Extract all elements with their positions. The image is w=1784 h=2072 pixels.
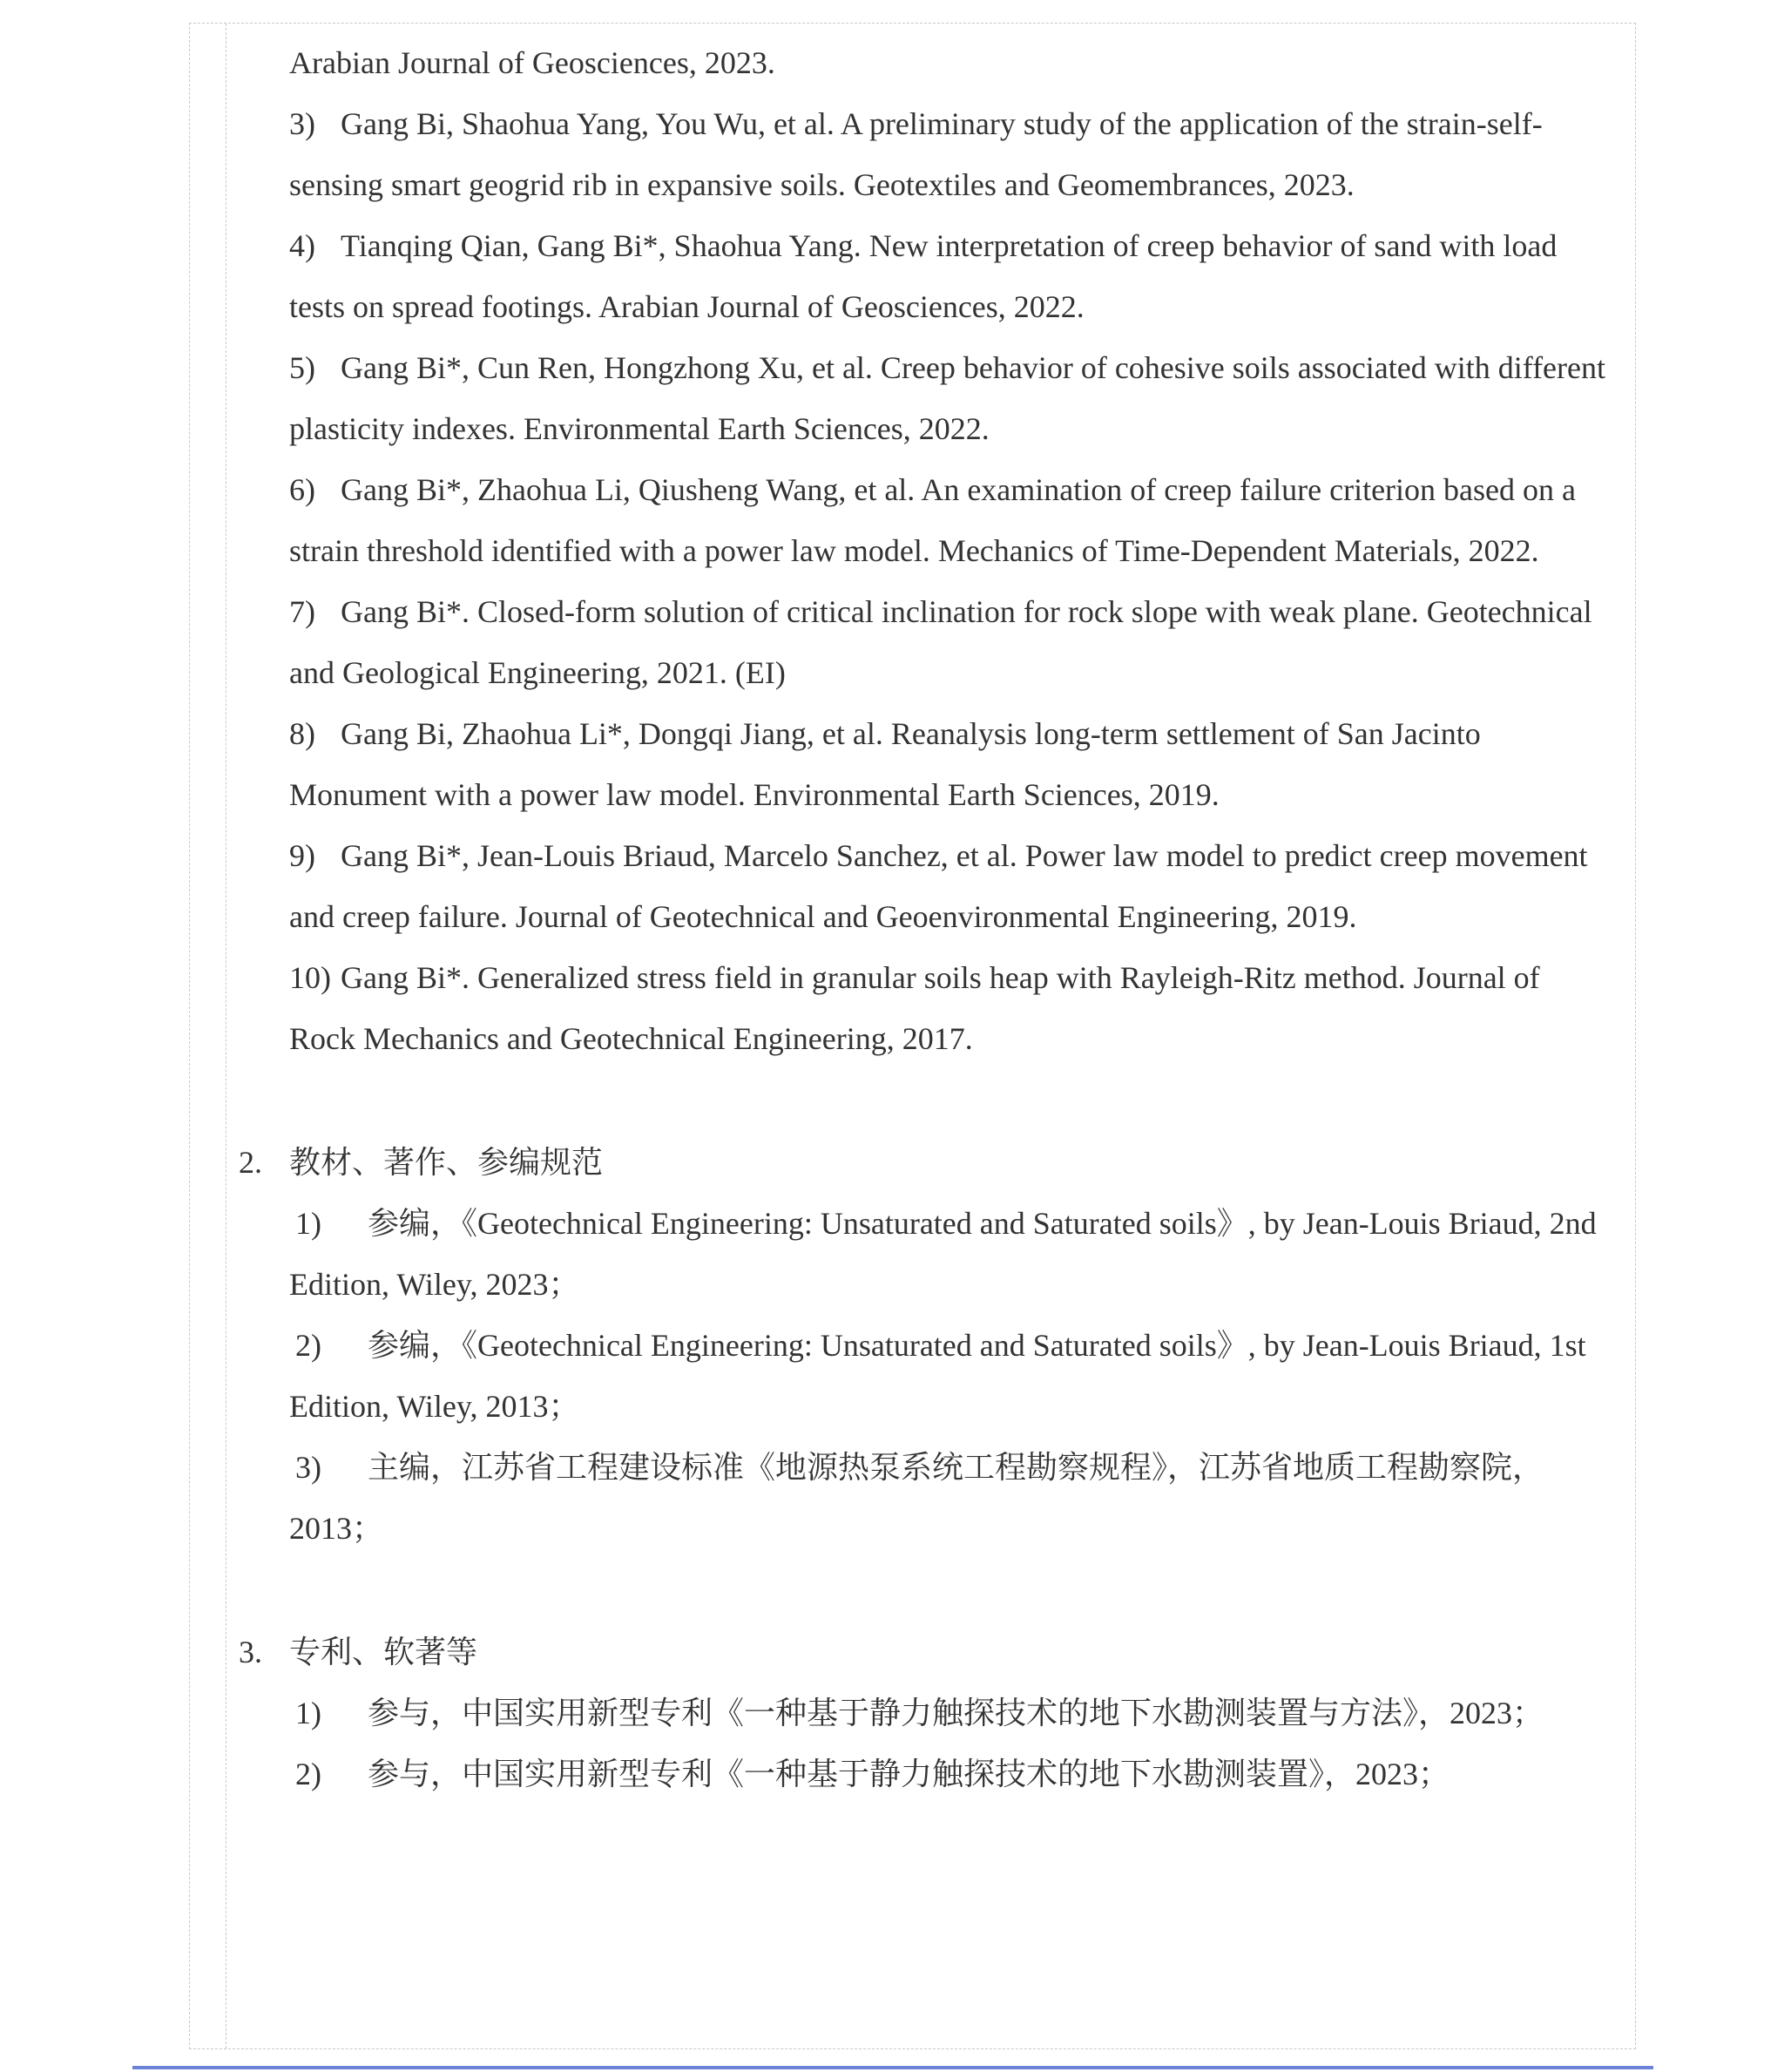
section-item bbox=[289, 1193, 1611, 1315]
table-gutter-column bbox=[190, 24, 226, 2048]
item-text: 参编，《Geotechnical Engineering: Unsaturated and Saturated soils》, by Jean-Louis Briaud, 2nd Edition, Wiley, 2023； bbox=[289, 1206, 1597, 1302]
publication-continuation-line bbox=[289, 32, 1611, 93]
section-number: 2. bbox=[239, 1145, 262, 1180]
section-title: 专利、软著等 bbox=[289, 1635, 478, 1669]
item-text: Gang Bi*. Generalized stress field in granular soils heap with Rayleigh-Ritz method. Journal of Rock Mechanics and Geotechnical Engineering, 2017. bbox=[289, 960, 1540, 1056]
item-number: 9) bbox=[289, 838, 315, 873]
item-number: 6) bbox=[289, 472, 315, 507]
item-text: Tianqing Qian, Gang Bi*, Shaohua Yang. New interpretation of creep behavior of sand with load tests on spread footings. Arabian Journal of Geosciences, 2022. bbox=[289, 228, 1558, 324]
item-number: 8) bbox=[289, 716, 315, 751]
item-text: Gang Bi*, Jean-Louis Briaud, Marcelo Sanchez, et al. Power law model to predict creep movement and creep failure. Journal of Geotechnical and Geoenvironmental Engineering, 2019. bbox=[289, 838, 1588, 934]
item-text: Gang Bi*. Closed-form solution of critical inclination for rock slope with weak plane. Geotechnical and Geological Engineering, 2021. (EI) bbox=[289, 594, 1592, 690]
item-number: 3) bbox=[289, 106, 315, 141]
item-text: 参编，《Geotechnical Engineering: Unsaturated and Saturated soils》, by Jean-Louis Briaud, 1st Edition, Wiley, 2013； bbox=[289, 1328, 1586, 1424]
publication-item bbox=[289, 93, 1611, 215]
section-item bbox=[289, 1315, 1611, 1437]
item-number: 3) bbox=[295, 1450, 321, 1485]
section-number: 3. bbox=[239, 1635, 262, 1669]
section-patents bbox=[239, 1622, 1611, 1805]
bottom-blue-line bbox=[132, 2066, 1653, 2069]
publication-item bbox=[289, 825, 1611, 947]
publication-item bbox=[289, 337, 1611, 459]
item-text: 参与，中国实用新型专利《一种基于静力触探技术的地下水勘测装置与方法》，2023； bbox=[368, 1696, 1544, 1730]
item-text: Gang Bi, Shaohua Yang, You Wu, et al. A preliminary study of the application of the strain-self-sensing smart geogrid rib in expansive soils. Geotextiles and Geomembrances, 2023. bbox=[289, 106, 1543, 202]
section-item bbox=[289, 1437, 1611, 1559]
document-border-box bbox=[189, 23, 1636, 2049]
item-text: Gang Bi*, Cun Ren, Hongzhong Xu, et al. Creep behavior of cohesive soils associated with different plasticity indexes. Environmental Earth Sciences, 2022. bbox=[289, 350, 1606, 446]
publication-item bbox=[289, 459, 1611, 581]
item-text: 参与，中国实用新型专利《一种基于静力触探技术的地下水勘测装置》，2023； bbox=[368, 1757, 1450, 1791]
item-number: 2) bbox=[295, 1328, 321, 1363]
publication-item bbox=[289, 581, 1611, 703]
section-title: 教材、著作、参编规范 bbox=[289, 1145, 604, 1180]
item-number: 2) bbox=[295, 1757, 321, 1791]
document-content bbox=[226, 24, 1635, 2048]
publication-item bbox=[289, 703, 1611, 825]
item-number: 4) bbox=[289, 228, 315, 263]
continuation-text: Arabian Journal of Geosciences, 2023. bbox=[289, 45, 775, 80]
section-item bbox=[289, 1683, 1611, 1744]
section-item bbox=[289, 1744, 1611, 1805]
item-number: 10) bbox=[289, 960, 331, 995]
item-text: Gang Bi, Zhaohua Li*, Dongqi Jiang, et al. Reanalysis long-term settlement of San Jacinto Monument with a power law model. Environmental Earth Sciences, 2019. bbox=[289, 716, 1481, 812]
item-number: 1) bbox=[295, 1696, 321, 1730]
item-number: 7) bbox=[289, 594, 315, 629]
item-text: 主编，江苏省工程建设标准《地源热泵系统工程勘察规程》，江苏省地质工程勘察院，2013； bbox=[289, 1450, 1544, 1546]
publication-item bbox=[289, 947, 1611, 1069]
item-number: 1) bbox=[295, 1206, 321, 1241]
item-text: Gang Bi*, Zhaohua Li, Qiusheng Wang, et al. An examination of creep failure criterion based on a strain threshold identified with a power law model. Mechanics of Time-Dependent Materials, 2022. bbox=[289, 472, 1576, 568]
section-heading bbox=[239, 1622, 1611, 1683]
section-heading bbox=[239, 1132, 1611, 1193]
section-books bbox=[239, 1132, 1611, 1559]
item-number: 5) bbox=[289, 350, 315, 385]
publication-item bbox=[289, 215, 1611, 337]
